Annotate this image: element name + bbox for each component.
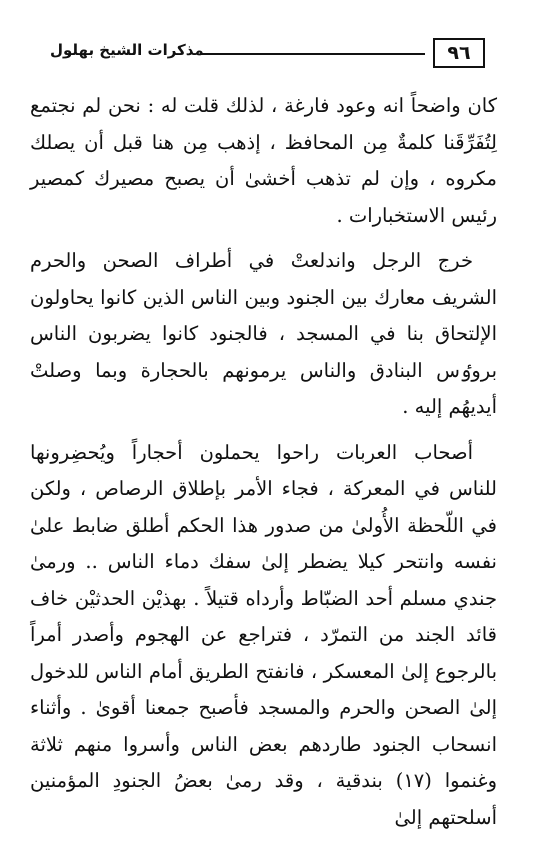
running-title: مذكرات الشيخ بهلول [50,41,204,59]
paragraph: كان واضحاً انه وعود فارغة ، لذلك قلت له : نحن لم نجتمع لِتُفَرِّقَنا كلمةٌ مِن المحافظ ، إذهب مِن هنا قبل أن يصلك مكروه ، وإن لم تذهب أخشىٰ أن يصبح مصيرك كمصير رئيس الاستخبارات . [30,94,497,227]
page-header [50,38,485,72]
paragraph: خرج الرجل واندلعتْ في أطراف الصحن والحرم الشريف معارك بين الجنود وبين الناس الذين كانوا يحاولون الإلتحاق بنا في المسجد ، فالجنود كانوا يضربون الناس بروٶس البنادق والناس يرمونهم بالحجارة وبما وصلتْ أيديهُم إليه . [30,249,497,418]
body-text [30,88,497,836]
paragraph: أصحاب العربات راحوا يحملون أحجاراً ويُحضِرونها للناس في المعركة ، فجاء الأمر بإطلاق الرصاص ، ولكن في اللّحظة الأُولىٰ من صدور هذا الحكم أطلق ضابط علىٰ نفسه وانتحر كيلا يضطر إلىٰ سفك دماء الناس .. ورمىٰ جندي مسلم أحد الضبّاط وأرداه قتيلاً . بهذيْن الحدثيْن خاف قائد الجند من التمرّد ، فتراجع عن الهجوم وأصدر أمراً بالرجوع إلىٰ المعسكر ، فانفتح الطريق أمام الناس للدخول إلىٰ الصحن والحرم والمسجد فأصبح جمعنا أقوىٰ . وأثناء انسحاب الجنود طاردهم بعض الناس وأسروا منهم ثلاثة وغنموا (١٧) بندقية ، وقد رمىٰ بعضُ الجنودِ المؤمنين أسلحتهم إلىٰ [30,440,497,829]
page-number: ٩٦ [433,38,485,68]
header-rule [200,53,425,55]
